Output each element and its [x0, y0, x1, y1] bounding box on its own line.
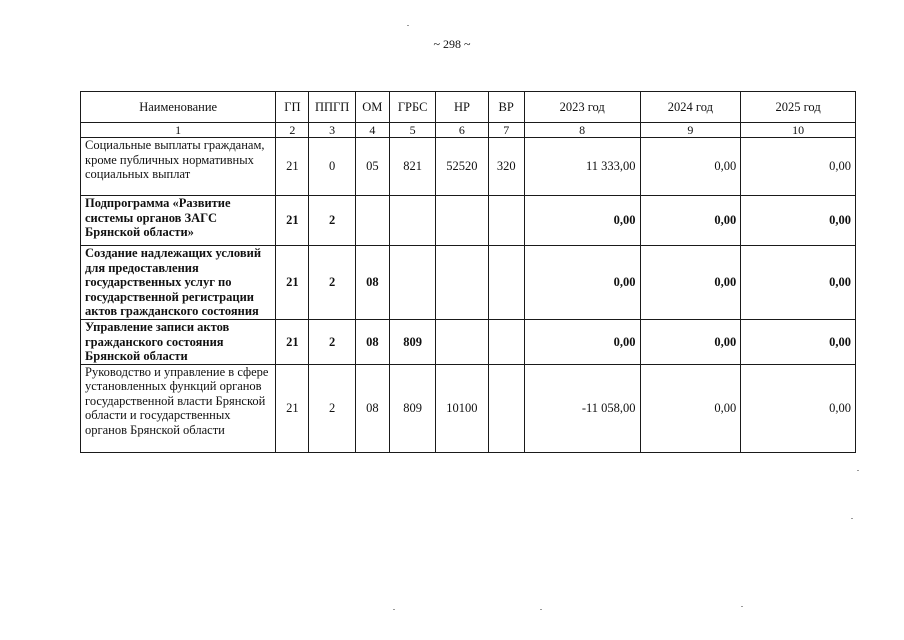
column-header-ppgp: ППГП [309, 92, 355, 123]
ppgp-cell: 2 [309, 196, 355, 246]
grbs-cell: 809 [389, 364, 435, 452]
nr-cell [436, 196, 488, 246]
amount-2024-cell: 0,00 [640, 138, 741, 196]
row-name-cell: Руководство и управление в сфере установленных функций органов государственной власти Брянской области и государственных органов Брянской области [81, 364, 276, 452]
column-header-2024: 2024 год [640, 92, 741, 123]
column-header-om: ОМ [355, 92, 389, 123]
column-number: 10 [741, 123, 856, 138]
column-header-vr: ВР [488, 92, 524, 123]
column-number: 7 [488, 123, 524, 138]
column-header-grbs: ГРБС [389, 92, 435, 123]
amount-2024-cell: 0,00 [640, 364, 741, 452]
column-number: 4 [355, 123, 389, 138]
column-number: 6 [436, 123, 488, 138]
gp-cell: 21 [276, 246, 309, 320]
gp-cell: 21 [276, 138, 309, 196]
vr-cell [488, 196, 524, 246]
amount-2025-cell: 0,00 [741, 246, 856, 320]
column-header-gp: ГП [276, 92, 309, 123]
amount-2025-cell: 0,00 [741, 320, 856, 365]
table-row [81, 246, 856, 320]
gp-cell: 21 [276, 364, 309, 452]
page-number: ~ 298 ~ [433, 37, 471, 51]
vr-cell [488, 320, 524, 365]
scan-speck [540, 609, 542, 610]
amount-2025-cell: 0,00 [741, 138, 856, 196]
scan-speck [407, 25, 409, 26]
nr-cell: 52520 [436, 138, 488, 196]
table-row [81, 138, 856, 196]
column-number: 2 [276, 123, 309, 138]
row-name-cell: Подпрограмма «Развитие системы органов ЗАГС Брянской области» [81, 196, 276, 246]
table-row [81, 364, 856, 452]
row-name-cell: Социальные выплаты гражданам, кроме публичных нормативных социальных выплат [81, 138, 276, 196]
grbs-cell: 809 [389, 320, 435, 365]
amount-2023-cell: 11 333,00 [524, 138, 640, 196]
vr-cell [488, 246, 524, 320]
grbs-cell [389, 246, 435, 320]
nr-cell [436, 246, 488, 320]
grbs-cell [389, 196, 435, 246]
column-header-name: Наименование [81, 92, 276, 123]
table-row [81, 320, 856, 365]
vr-cell: 320 [488, 138, 524, 196]
column-number: 5 [389, 123, 435, 138]
scan-speck [393, 609, 395, 610]
budget-table [80, 91, 856, 453]
om-cell [355, 196, 389, 246]
vr-cell [488, 364, 524, 452]
ppgp-cell: 2 [309, 320, 355, 365]
ppgp-cell: 2 [309, 364, 355, 452]
column-number: 9 [640, 123, 741, 138]
amount-2023-cell: -11 058,00 [524, 364, 640, 452]
gp-cell: 21 [276, 320, 309, 365]
column-header-nr: НР [436, 92, 488, 123]
header-row [81, 92, 856, 123]
om-cell: 05 [355, 138, 389, 196]
ppgp-cell: 2 [309, 246, 355, 320]
amount-2024-cell: 0,00 [640, 246, 741, 320]
ppgp-cell: 0 [309, 138, 355, 196]
amount-2024-cell: 0,00 [640, 320, 741, 365]
amount-2023-cell: 0,00 [524, 320, 640, 365]
amount-2024-cell: 0,00 [640, 196, 741, 246]
column-header-2023: 2023 год [524, 92, 640, 123]
row-name-cell: Создание надлежащих условий для предоставления государственных услуг по государственной регистрации актов гражданского состояния [81, 246, 276, 320]
om-cell: 08 [355, 320, 389, 365]
om-cell: 08 [355, 364, 389, 452]
column-number: 1 [81, 123, 276, 138]
column-number-row [81, 123, 856, 138]
scan-speck [857, 470, 859, 471]
nr-cell: 10100 [436, 364, 488, 452]
grbs-cell: 821 [389, 138, 435, 196]
column-number: 3 [309, 123, 355, 138]
column-number: 8 [524, 123, 640, 138]
amount-2023-cell: 0,00 [524, 196, 640, 246]
amount-2023-cell: 0,00 [524, 246, 640, 320]
scan-speck [741, 606, 743, 607]
nr-cell [436, 320, 488, 365]
amount-2025-cell: 0,00 [741, 196, 856, 246]
row-name-cell: Управление записи актов гражданского состояния Брянской области [81, 320, 276, 365]
scan-speck [851, 518, 853, 519]
amount-2025-cell: 0,00 [741, 364, 856, 452]
om-cell: 08 [355, 246, 389, 320]
gp-cell: 21 [276, 196, 309, 246]
table-row [81, 196, 856, 246]
column-header-2025: 2025 год [741, 92, 856, 123]
